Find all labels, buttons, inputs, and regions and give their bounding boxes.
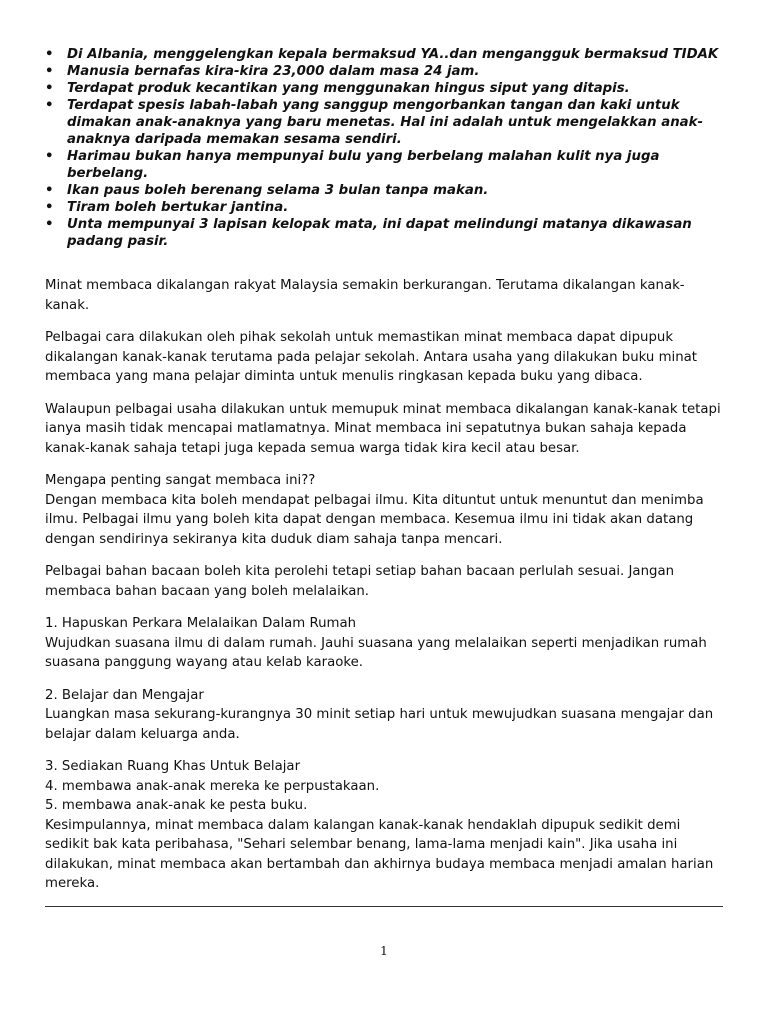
fact-text: Harimau bukan hanya mempunyai bulu yang berbelang malahan kulit nya juga berbelang.: [67, 149, 660, 181]
article-body: [45, 276, 725, 894]
section-2-body: Luangkan masa sekurang-kurangnya 30 minit setiap hari untuk mewujudkan suasana mengajar dan belajar dalam keluarga anda.: [45, 707, 714, 742]
fact-item: [45, 148, 725, 182]
paragraph-why-read: [45, 471, 725, 549]
bullet-icon: •: [45, 64, 54, 79]
section-1-heading: 1. Hapuskan Perkara Melalaikan Dalam Rumah: [45, 616, 357, 631]
fact-item: [45, 216, 725, 250]
section-1-body: Wujudkan suasana ilmu di dalam rumah. Jauhi suasana yang melalaikan seperti menjadikan rumah suasana panggung wayang atau kelab karaoke.: [45, 635, 707, 670]
section-4-heading: 4. membawa anak-anak mereka ke perpustakaan.: [45, 778, 380, 794]
section-2: [45, 686, 725, 745]
paragraph-goals: Walaupun pelbagai usaha dilakukan untuk memupuk minat membaca dikalangan kanak-kanak tetapi ianya masih tidak mencapai matlamatnya. Minat membaca ini sepatutnya bukan sahaja kepada kanak-kanak sahaja tetapi juga kepada semua warga tidak kira kecil atau besar.: [45, 401, 721, 456]
section-3-5: [45, 757, 725, 894]
footer-divider: [45, 906, 723, 907]
paragraph-school-efforts: Pelbagai cara dilakukan oleh pihak sekolah untuk memastikan minat membaca dapat dipupuk dikalangan kanak-kanak terutama pada pelajar sekolah. Antara usaha yang dilakukan buku minat membaca yang mana pelajar diminta untuk menulis ringkasan kepada buku yang dibaca.: [45, 330, 698, 384]
document-content: [45, 46, 725, 894]
paragraph-materials: Pelbagai bahan bacaan boleh kita perolehi tetapi setiap bahan bacaan perlulah sesuai. Jangan membaca bahan bacaan yang boleh melalaikan.: [45, 564, 675, 599]
bullet-icon: •: [45, 149, 54, 164]
fact-text: Terdapat produk kecantikan yang menggunakan hingus siput yang ditapis.: [67, 81, 630, 96]
question-line: Mengapa penting sangat membaca ini??: [45, 473, 316, 488]
section-1: [45, 614, 725, 673]
conclusion-paragraph: Kesimpulannya, minat membaca dalam kalangan kanak-kanak hendaklah dipupuk sedikit demi sedikit bak kata peribahasa, "Sehari selembar benang, lama-lama menjadi kain". Jika usaha ini dilakukan, minat membaca akan bertambah dan akhirnya budaya membaca menjadi amalan harian mereka.: [45, 817, 714, 891]
fact-item: [45, 46, 725, 63]
section-5-heading: 5. membawa anak-anak ke pesta buku.: [45, 798, 308, 813]
bullet-icon: •: [45, 98, 54, 113]
fact-text: Ikan paus boleh berenang selama 3 bulan tanpa makan.: [67, 183, 489, 198]
bullet-icon: •: [45, 81, 54, 96]
fact-text: Unta mempunyai 3 lapisan kelopak mata, ini dapat melindungi matanya dikawasan padang pasir.: [67, 217, 692, 249]
paragraph-intro: Minat membaca dikalangan rakyat Malaysia semakin berkurangan. Terutama dikalangan kanak-kanak.: [45, 278, 685, 313]
fact-text: Di Albania, menggelengkan kepala bermaksud YA..dan mengangguk bermaksud TIDAK: [67, 47, 719, 62]
page-number: 1: [380, 944, 388, 958]
question-answer: Dengan membaca kita boleh mendapat pelbagai ilmu. Kita dituntut untuk menuntut dan menimba ilmu. Pelbagai ilmu yang boleh kita dapat dengan membaca. Kesemua ilmu ini tidak akan datang dengan sendirinya sekiranya kita duduk diam sahaja tanpa mencari.: [45, 492, 704, 547]
bullet-icon: •: [45, 217, 54, 232]
bullet-icon: •: [45, 183, 54, 198]
fact-item: [45, 182, 725, 199]
section-2-heading: 2. Belajar dan Mengajar: [45, 687, 204, 703]
bullet-icon: •: [45, 200, 54, 215]
facts-list: [45, 46, 725, 250]
section-3-heading: 3. Sediakan Ruang Khas Untuk Belajar: [45, 759, 301, 774]
fact-item: [45, 97, 725, 148]
fact-item: [45, 63, 725, 80]
fact-item: [45, 199, 725, 216]
fact-text: Tiram boleh bertukar jantina.: [67, 200, 289, 215]
fact-text: Terdapat spesis labah-labah yang sanggup mengorbankan tangan dan kaki untuk dimakan anak-anaknya yang baru menetas. Hal ini adalah untuk mengelakkan anak-anaknya daripada memakan sesama sendiri.: [67, 98, 704, 147]
fact-item: [45, 80, 725, 97]
bullet-icon: •: [45, 47, 54, 62]
fact-text: Manusia bernafas kira-kira 23,000 dalam masa 24 jam.: [67, 64, 480, 79]
